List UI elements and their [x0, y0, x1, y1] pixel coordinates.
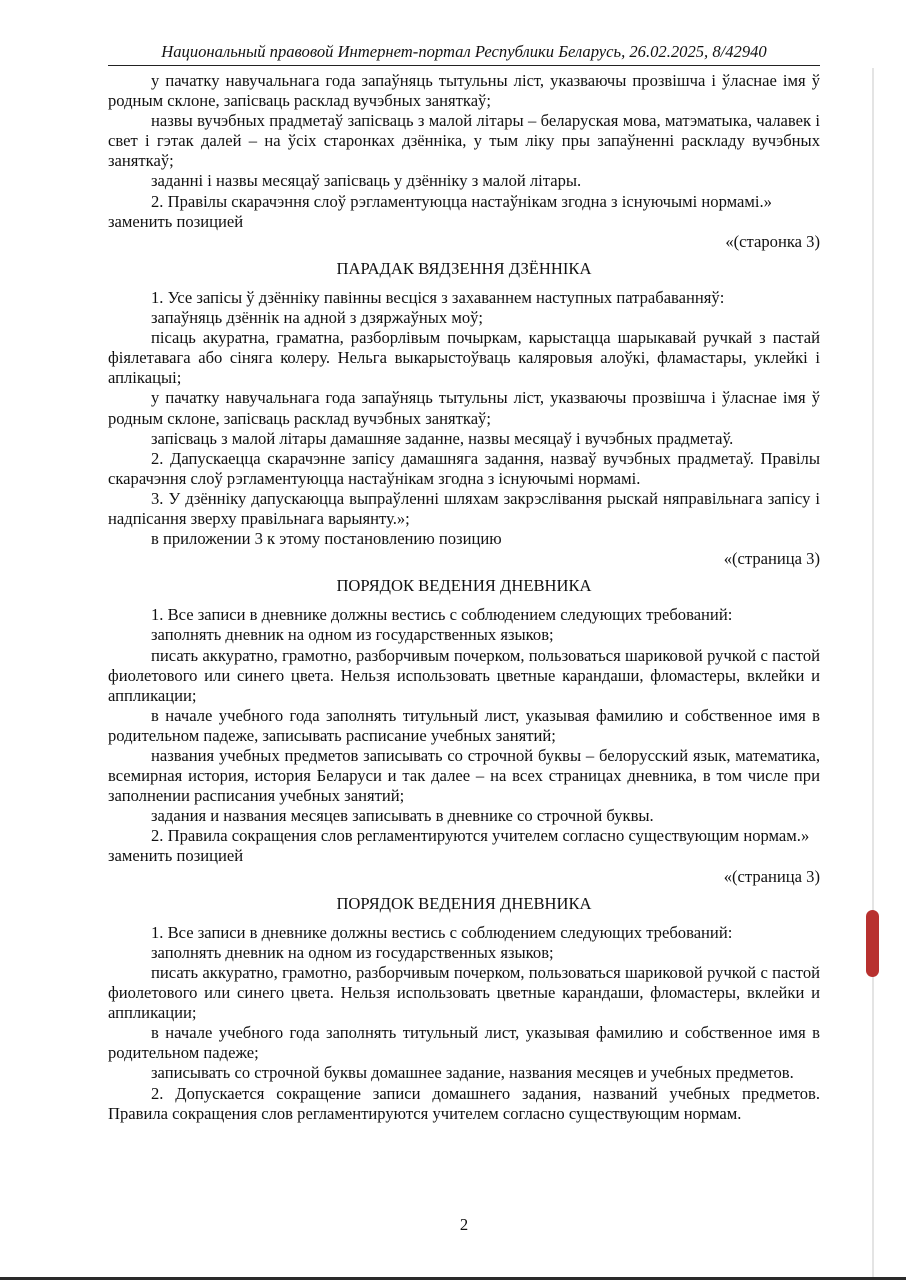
paragraph: 1. Все записи в дневнике должны вестись с соблюдением следующих требований:: [151, 605, 733, 625]
portal-header: Национальный правовой Интернет-портал Республики Беларусь, 26.02.2025, 8/42940: [108, 40, 820, 66]
paragraph: писать аккуратно, грамотно, разборчивым почерком, пользоваться шариковой ручкой с пастой фиолетового или синего цвета. Нельзя использовать цветные карандаши, фломастеры, вклейки и аппликации;: [108, 962, 820, 1023]
section-title: ПАРАДАК ВЯДЗЕННЯ ДЗЁННІКА: [336, 258, 592, 278]
paragraph: в начале учебного года заполнять титульный лист, указывая фамилию и собственное имя в родительном падеже;: [108, 1023, 820, 1063]
document-body: [108, 71, 820, 1124]
page-edge-divider: [872, 68, 874, 1280]
paragraph: у пачатку навучальнага года запаўняць тытульны ліст, указваючы прозвішча і ўласнае імя ў родным склоне, запісваць расклад вучэбных заняткаў;: [108, 71, 820, 111]
paragraph: в приложении 3 к этому постановлению позицию: [151, 529, 502, 549]
paragraph: заполнять дневник на одном из государственных языков;: [151, 625, 554, 645]
section-title: ПОРЯДОК ВЕДЕНИЯ ДНЕВНИКА: [336, 576, 592, 596]
paragraph: 1. Все записи в дневнике должны вестись с соблюдением следующих требований:: [151, 922, 733, 942]
page-reference: «(страница 3): [723, 866, 820, 886]
page-reference: «(страница 3): [723, 549, 820, 569]
paragraph: пісаць акуратна, граматна, разборлівым почыркам, карыстацца шарыкавай ручкай з пастай фіялетавага або сіняга колеру. Нельга выкарыстоўваць каляровыя алоўкі, фламастары, уклейкі і аплікацыі;: [108, 328, 820, 388]
section-title: ПОРЯДОК ВЕДЕНИЯ ДНЕВНИКА: [336, 893, 592, 913]
paragraph: у пачатку навучальнага года запаўняць тытульны ліст, указваючы прозвішча і ўласнае імя ў родным склоне, запісваць расклад вучэбных заняткаў;: [108, 388, 820, 428]
paragraph: 2. Правила сокращения слов регламентируются учителем согласно существующим нормам.»: [151, 826, 810, 846]
paragraph: 2. Правілы скарачэння слоў рэгламентуюцца настаўнікам згодна з існуючымі нормамі.»: [151, 191, 772, 211]
instruction-line: заменить позицией: [108, 211, 244, 231]
paragraph: 2. Допускается сокращение записи домашнего задания, названий учебных предметов. Правила сокращения слов регламентируются учителем согласно существующим нормам.: [108, 1083, 820, 1123]
paragraph: названия учебных предметов записывать со строчной буквы – белорусский язык, математика, всемирная история, история Беларуси и так далее – на всех страницах дневника, в том числе при заполнении расписания учебных занятий;: [108, 746, 820, 806]
paragraph: писать аккуратно, грамотно, разборчивым почерком, пользоваться шариковой ручкой с пастой фиолетового или синего цвета. Нельзя использовать цветные карандаши, фломастеры, вклейки и аппликации;: [108, 645, 820, 705]
paragraph: запаўняць дзённік на адной з дзяржаўных моў;: [151, 308, 484, 328]
paragraph: 3. У дзённіку дапускаюцца выпраўленні шляхам закрэслівання рыскай няправільнага запісу і надпісання зверху правільнага варыянту.»;: [108, 488, 820, 528]
page-reference: «(старонка 3): [725, 231, 820, 251]
paragraph: в начале учебного года заполнять титульный лист, указывая фамилию и собственное имя в родительном падеже, записывать расписание учебных занятий;: [108, 705, 820, 745]
scrollbar-thumb[interactable]: [866, 910, 879, 977]
paragraph: задания и названия месяцев записывать в дневнике со строчной буквы.: [151, 806, 654, 826]
instruction-line: заменить позицией: [108, 846, 244, 866]
paragraph: заданні і назвы месяцаў запісваць у дзённіку з малой літары.: [151, 171, 582, 191]
paragraph: запісваць з малой літары дамашняе заданне, назвы месяцаў і вучэбных прадметаў.: [151, 428, 734, 448]
page-number: 2: [459, 1215, 469, 1234]
paragraph: 1. Усе запісы ў дзённіку павінны весціся з захаваннем наступных патрабаванняў:: [151, 287, 725, 307]
paragraph: заполнять дневник на одном из государственных языков;: [151, 942, 554, 962]
paragraph: записывать со строчной буквы домашнее задание, названия месяцев и учебных предметов.: [151, 1063, 794, 1083]
paragraph: 2. Дапускаецца скарачэнне запісу дамашняга задання, назваў вучэбных прадметаў. Правілы скарачэння слоў рэгламентуюцца настаўнікам згодна з існуючымі нормамі.: [108, 448, 820, 488]
paragraph: назвы вучэбных прадметаў запісваць з малой літары – беларуская мова, матэматыка, чалавек і свет і гэтак далей – на ўсіх старонках дзённіка, у тым ліку пры запаўненні раскладу вучэбных заняткаў;: [108, 111, 820, 171]
